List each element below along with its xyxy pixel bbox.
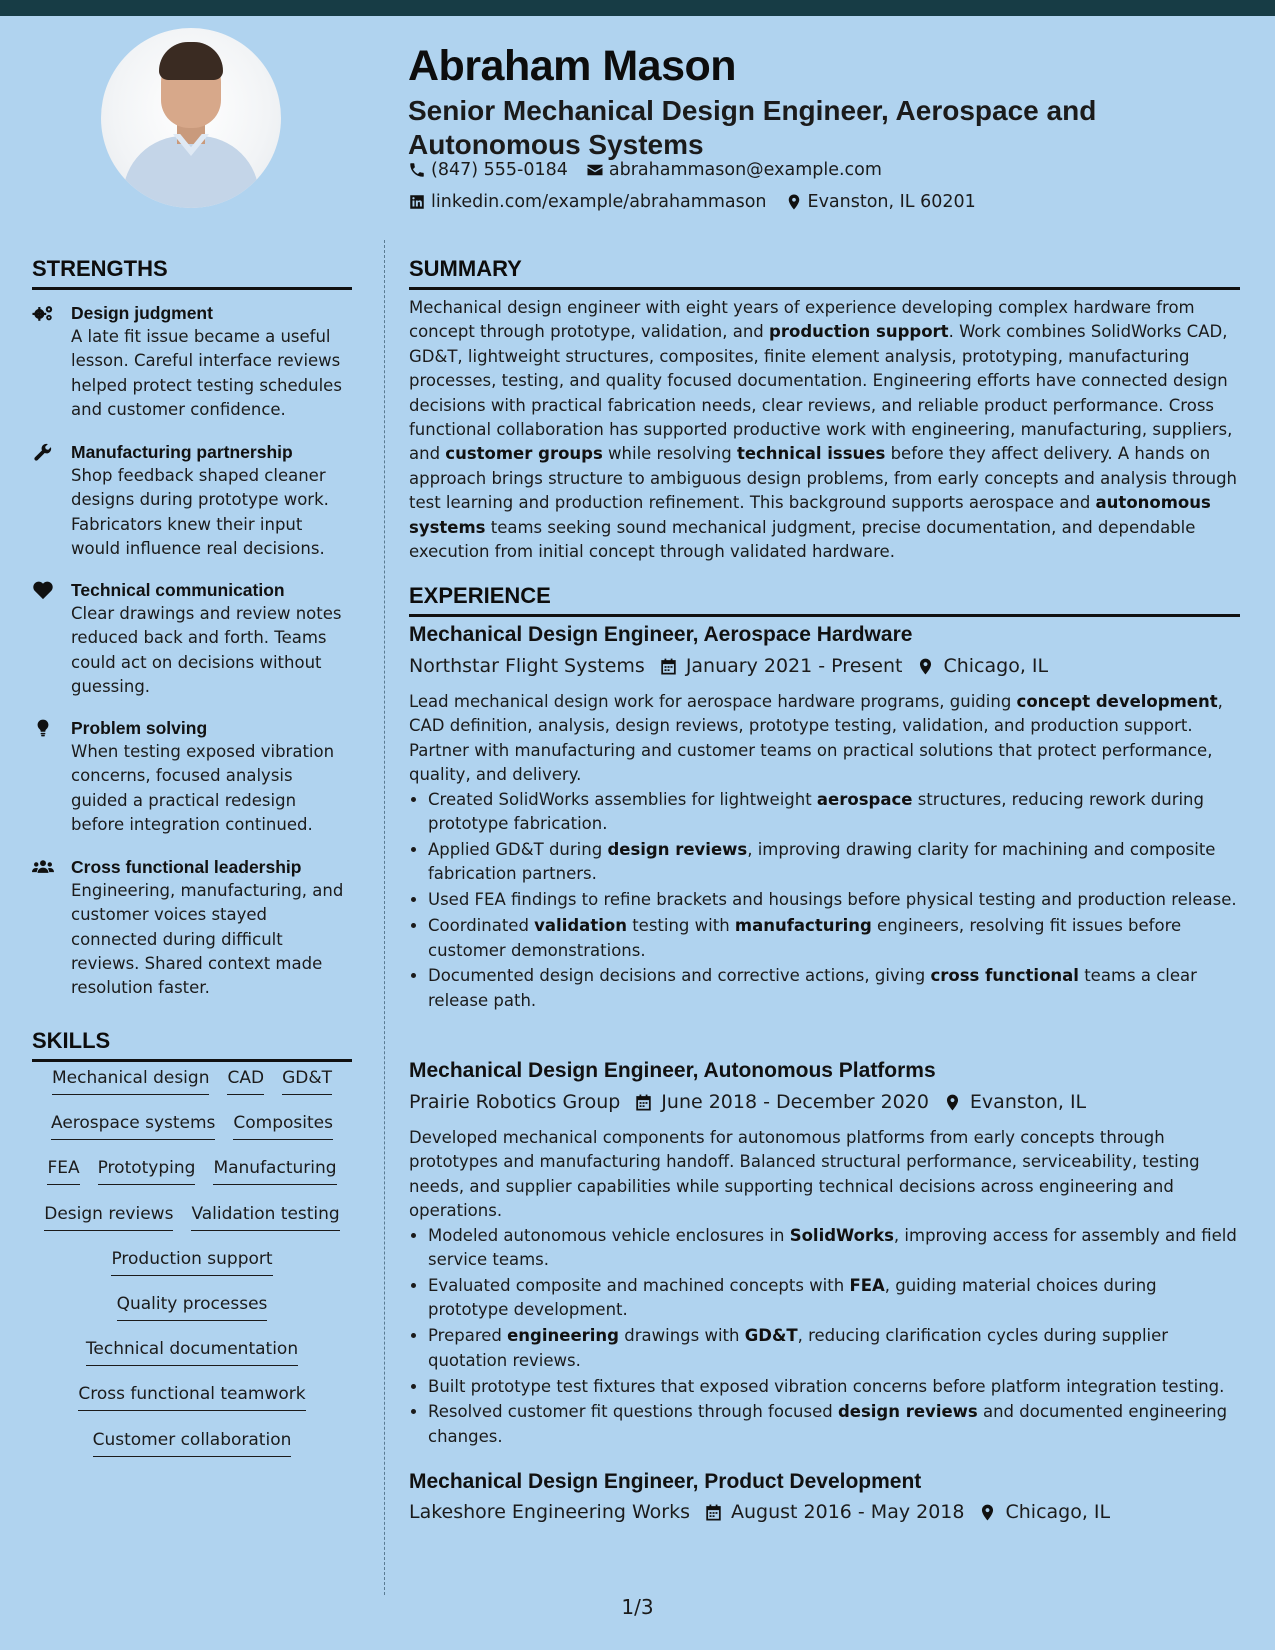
emphasis-text: engineering: [507, 1326, 619, 1346]
summary-text: [409, 296, 1240, 564]
skill-row: [32, 1338, 352, 1383]
job-meta: [409, 1091, 1086, 1113]
linkedin-item[interactable]: [408, 192, 767, 212]
strength-title: Design judgment: [71, 303, 213, 323]
text-run: while resolving: [602, 444, 737, 464]
candidate-name: Abraham Mason: [408, 42, 737, 90]
job-location: Chicago, IL: [943, 655, 1049, 677]
strength-item: [32, 716, 352, 837]
strength-item: [32, 301, 352, 422]
text-run: teams a clear release path.: [428, 966, 1197, 1010]
job-company: Prairie Robotics Group: [409, 1091, 621, 1113]
skill-tag: Cross functional teamwork: [78, 1383, 305, 1411]
strength-desc: Clear drawings and review notes reduced back and forth. Teams could act on decisions without guessing.: [71, 604, 342, 696]
emphasis-text: FEA: [849, 1275, 885, 1295]
email-text[interactable]: abrahammason@example.com: [608, 160, 882, 180]
skill-tag: Aerospace systems: [51, 1112, 215, 1140]
job-location: Evanston, IL: [969, 1091, 1087, 1113]
text-run: , guiding material choices during prototype development.: [428, 1275, 1157, 1320]
skill-row: [32, 1293, 352, 1338]
skill-row: [32, 1429, 352, 1474]
linkedin-text[interactable]: linkedin.com/example/abrahammason: [431, 192, 767, 212]
bullet-item: [428, 838, 1240, 887]
bullet-item: [428, 1224, 1240, 1273]
map-pin-icon: [785, 193, 803, 211]
experience-heading: EXPERIENCE: [409, 583, 1240, 617]
skill-tag: Technical documentation: [86, 1338, 298, 1366]
job-dates: August 2016 - May 2018: [730, 1501, 965, 1523]
emphasis-text: autonomous systems: [409, 493, 1211, 537]
bullet-item: [428, 914, 1240, 963]
email-item[interactable]: [586, 160, 882, 180]
candidate-title: Senior Mechanical Design Engineer, Aerospace and Autonomous Systems: [408, 95, 1097, 160]
bullet-item: [428, 888, 1240, 912]
text-run: Created SolidWorks assemblies for lightweight: [428, 789, 817, 809]
skill-tag: Prototyping: [98, 1157, 196, 1185]
bullet-item: [428, 1274, 1240, 1323]
text-run: Resolved customer fit questions through focused: [428, 1402, 838, 1422]
strength-item: [32, 578, 352, 699]
job-meta: [409, 1501, 1110, 1523]
skill-tag: CAD: [227, 1067, 264, 1095]
skill-tag: Customer collaboration: [93, 1429, 292, 1457]
emphasis-text: cross functional: [930, 966, 1079, 986]
emphasis-text: production support: [769, 322, 949, 342]
text-run: and documented engineering changes.: [428, 1402, 1228, 1446]
text-run: Used FEA findings to refine brackets and housings before physical testing and production release.: [428, 890, 1237, 910]
bullet-item: [428, 1400, 1240, 1449]
skill-row: [32, 1157, 352, 1202]
text-run: drawings with: [619, 1326, 745, 1346]
skill-tag: Production support: [111, 1248, 272, 1276]
summary-heading: SUMMARY: [409, 256, 1240, 290]
location-text: Evanston, IL 60201: [807, 192, 976, 212]
phone-text: (847) 555-0184: [431, 160, 568, 180]
skill-row: [32, 1248, 352, 1293]
job-company: Northstar Flight Systems: [409, 655, 645, 677]
emphasis-text: design reviews: [607, 839, 748, 859]
strength-desc: When testing exposed vibration concerns, focused analysis guided a practical redesign before integration continued.: [71, 742, 335, 834]
map-pin-icon: [978, 1503, 997, 1522]
bullet-item: [428, 964, 1240, 1013]
text-run: structures, reducing rework during prototype fabrication.: [428, 789, 1204, 834]
strength-title: Cross functional leadership: [71, 857, 302, 877]
text-run: testing with: [626, 916, 735, 936]
text-run: Coordinated: [428, 916, 535, 936]
emphasis-text: aerospace: [816, 789, 913, 809]
job-description: [409, 690, 1240, 788]
linkedin-icon: [408, 193, 426, 211]
bullet-item: [428, 788, 1240, 837]
map-pin-icon: [943, 1093, 962, 1112]
map-pin-icon: [916, 657, 935, 676]
text-run: , improving access for assembly and field service teams.: [428, 1225, 1237, 1270]
strength-item: [32, 440, 352, 561]
job-dates: June 2018 - December 2020: [661, 1091, 929, 1113]
skill-row: [32, 1067, 352, 1112]
strengths-heading: STRENGTHS: [32, 256, 352, 290]
job-title: Mechanical Design Engineer, Product Development: [409, 1470, 922, 1493]
calendar-icon: [634, 1093, 653, 1112]
text-run: , CAD definition, analysis, design reviews, prototype testing, validation, and production support. Partner with manufacturing and customer teams on practical solutions that protect performance, quality, and delivery.: [409, 692, 1223, 785]
text-run: Documented design decisions and corrective actions, giving: [428, 966, 931, 986]
bullet-item: [428, 1375, 1240, 1399]
lightbulb-icon: [32, 718, 56, 738]
phone-item: [408, 160, 568, 180]
job-company: Lakeshore Engineering Works: [409, 1501, 690, 1523]
text-run: Modeled autonomous vehicle enclosures in: [428, 1225, 790, 1245]
emphasis-text: design reviews: [837, 1402, 978, 1422]
skills-heading: SKILLS: [32, 1028, 352, 1062]
skill-tag: Composites: [233, 1112, 333, 1140]
skill-tag: GD&T: [282, 1067, 332, 1095]
emphasis-text: technical issues: [736, 444, 886, 464]
text-run: Prepared: [428, 1326, 508, 1346]
contact-row-1: [408, 160, 900, 180]
job-bullets: [409, 1224, 1240, 1450]
skill-tag: Manufacturing: [213, 1157, 336, 1185]
text-run: , reducing clarification cycles during supplier quotation reviews.: [428, 1326, 1169, 1370]
text-run: engineers, resolving fit issues before customer demonstrations.: [428, 916, 1182, 960]
skill-tag: Validation testing: [191, 1203, 339, 1231]
job-description: [409, 1126, 1240, 1224]
strength-item: [32, 855, 352, 1000]
strength-desc: Engineering, manufacturing, and customer voices stayed connected during difficult reviews. Shared context made resolution faster.: [71, 881, 344, 998]
text-run: Applied GD&T during: [428, 839, 608, 859]
text-run: teams seeking sound mechanical judgment, precise documentation, and dependable execution from initial concept through validated hardware.: [409, 517, 1196, 562]
contact-row-2: [408, 192, 994, 212]
skill-row: [32, 1383, 352, 1428]
users-icon: [32, 857, 56, 877]
emphasis-text: customer groups: [445, 444, 603, 464]
emphasis-text: SolidWorks: [789, 1225, 894, 1245]
strength-desc: Shop feedback shaped cleaner designs during prototype work. Fabricators knew their input would influence real decisions.: [71, 466, 329, 558]
wrench-icon: [32, 442, 56, 462]
skill-tag: FEA: [47, 1157, 79, 1185]
emphasis-text: validation: [534, 916, 627, 936]
text-run: before they affect delivery. A hands on approach brings structure to ambiguous design problems, from early concepts and analysis through test learning and production refinement. This background supports aerospace and: [409, 444, 1237, 513]
job-body: [409, 690, 1240, 1015]
column-divider: [384, 240, 385, 1595]
calendar-icon: [704, 1503, 723, 1522]
emphasis-text: GD&T: [744, 1326, 798, 1346]
strength-title: Problem solving: [71, 718, 208, 738]
job-location: Chicago, IL: [1005, 1501, 1111, 1523]
text-run: Lead mechanical design work for aerospace hardware programs, guiding: [409, 692, 1017, 711]
strength-desc: A late fit issue became a useful lesson. Careful interface reviews helped protect testing schedules and customer confidence.: [71, 327, 342, 419]
text-run: Evaluated composite and machined concepts with: [428, 1275, 850, 1295]
bullet-item: [428, 1324, 1240, 1373]
skill-row: [32, 1203, 352, 1248]
strength-title: Technical communication: [71, 580, 285, 600]
skills-list: [32, 1067, 352, 1474]
phone-icon: [408, 161, 426, 179]
calendar-icon: [659, 657, 678, 676]
job-bullets: [409, 788, 1240, 1014]
text-run: Developed mechanical components for autonomous platforms from early concepts through prototypes and manufacturing handoff. Balanced structural performance, serviceability, testing needs, and supplier capabilities while supporting technical decisions across engineering and operations.: [409, 1128, 1200, 1221]
page-number: 1/3: [621, 1595, 654, 1619]
skill-tag: Design reviews: [44, 1203, 173, 1231]
email-icon: [586, 161, 604, 179]
heart-icon: [32, 580, 56, 600]
skill-row: [32, 1112, 352, 1157]
emphasis-text: manufacturing: [734, 916, 872, 936]
job-title: Mechanical Design Engineer, Autonomous Platforms: [409, 1059, 936, 1082]
profile-photo: [101, 28, 281, 208]
gears-icon: [32, 303, 56, 323]
job-meta: [409, 655, 1048, 677]
job-body: [409, 1126, 1240, 1451]
skill-tag: Mechanical design: [52, 1067, 209, 1095]
text-run: Built prototype test fixtures that exposed vibration concerns before platform integration testing.: [428, 1376, 1225, 1396]
location-item: [785, 192, 976, 212]
top-bar: [0, 0, 1275, 16]
skill-tag: Quality processes: [117, 1293, 268, 1321]
text-run: Mechanical design engineer with eight years of experience developing complex hardware from concept through prototype, validation, and: [409, 298, 1195, 342]
text-run: , improving drawing clarity for machining and composite fabrication partners.: [428, 839, 1216, 884]
text-run: . Work combines SolidWorks CAD, GD&T, lightweight structures, composites, finite element analysis, prototyping, manufacturing processes, testing, and quality focused documentation. Engineering efforts have connected design decisions with practical fabrication needs, clear reviews, and reliable product performance. Cross functional collaboration has supported productive work with engineering, manufacturing, suppliers, and: [409, 322, 1233, 464]
job-title: Mechanical Design Engineer, Aerospace Hardware: [409, 623, 913, 646]
job-dates: January 2021 - Present: [685, 655, 903, 677]
emphasis-text: concept development: [1016, 692, 1218, 711]
summary-section: [409, 296, 1240, 564]
strength-title: Manufacturing partnership: [71, 442, 293, 462]
